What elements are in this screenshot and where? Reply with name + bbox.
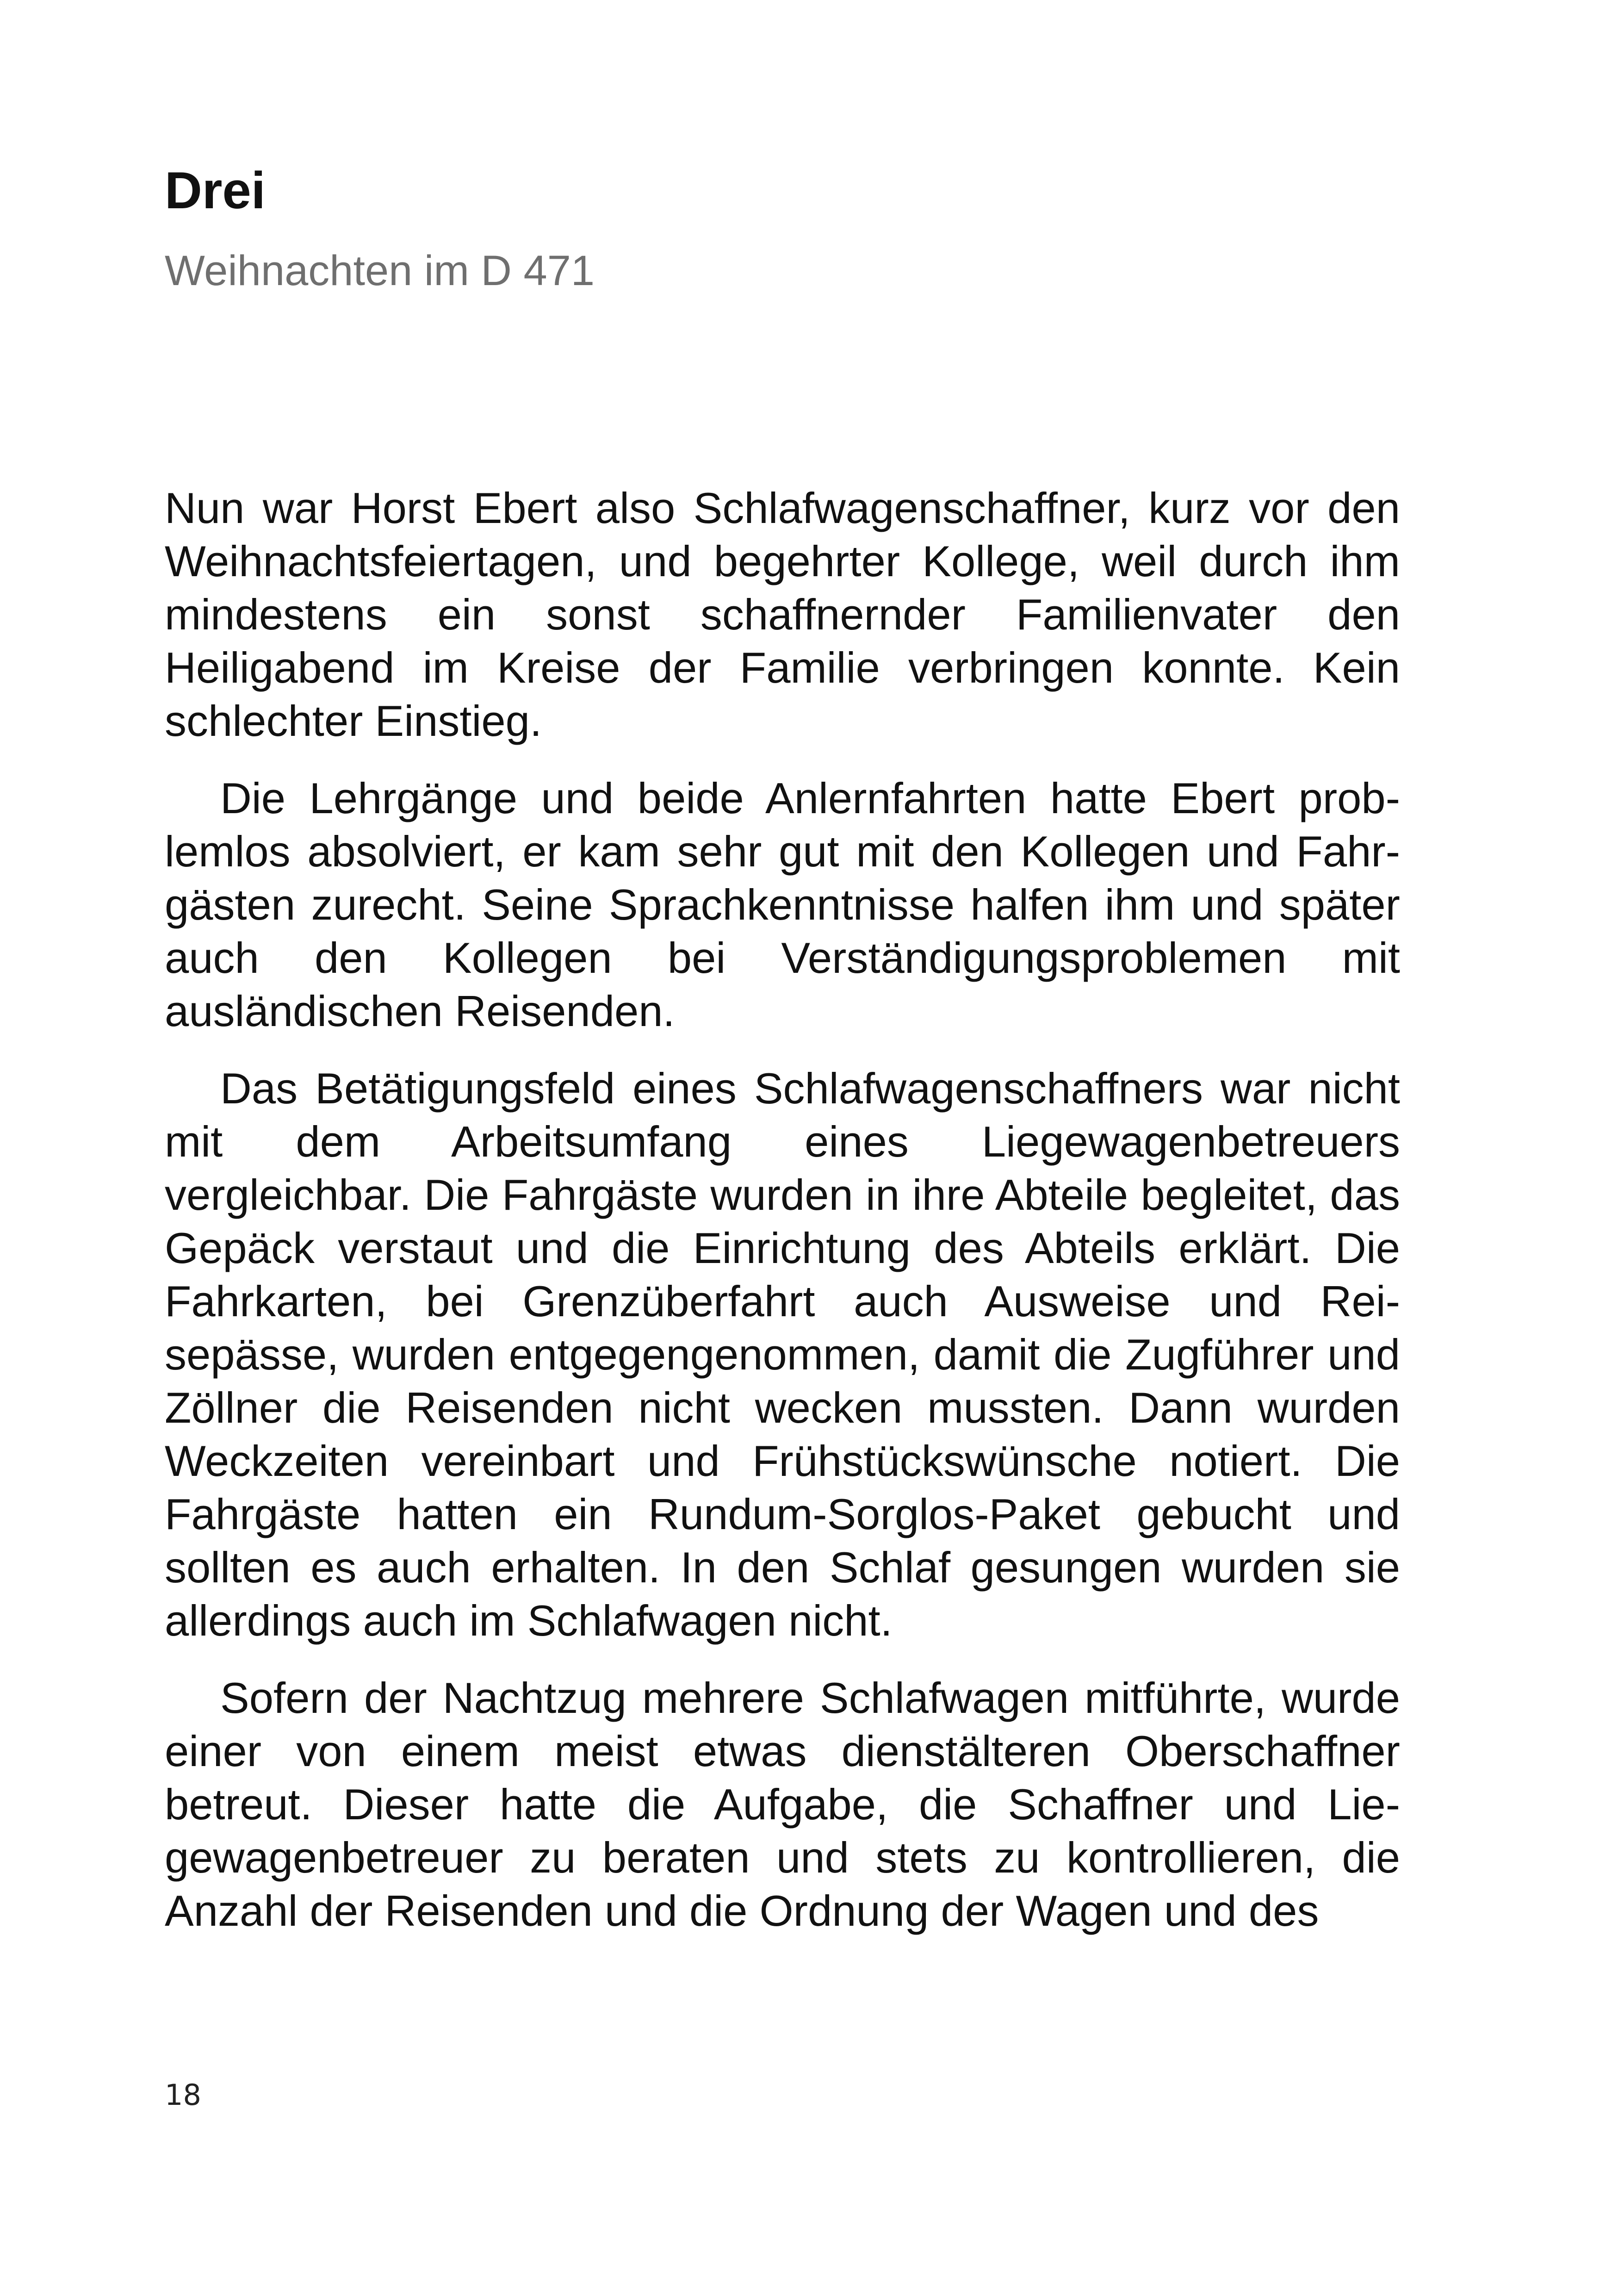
paragraph-3: Das Betätigungsfeld eines Schlafwagenschaffners war nicht mit dem Arbeitsumfang eines Liegewagenbetreuers vergleichbar. Die Fahrgäste wurden in ihre Abteile begleitet, das Gepäck verstaut und die Einrichtung des Abteils erklärt. Die Fahrkarten, bei Grenzüberfahrt auch Ausweise und Reisepässe, wurden entgegengenommen, damit die Zugführer und Zöllner die Reisenden nicht wecken mussten. Dann wurden Weckzeiten vereinbart und Frühstückswünsche notiert. Die Fahrgäste hatten ein Rundum-Sorglos-Paket gebucht und sollten es auch erhalten. In den Schlaf gesungen wurden sie allerdings auch im Schlafwagen nicht. <box>165 1064 1400 1645</box>
chapter-subtitle: Weihnachten im D 471 <box>165 247 595 294</box>
chapter-body <box>165 481 1400 1961</box>
chapter-title: Drei <box>165 162 266 219</box>
page-number: 18 <box>165 2078 201 2112</box>
paragraph-4: Sofern der Nachtzug mehrere Schlafwagen mitführte, wurde einer von einem meist etwas dienstälteren Oberschaffner betreut. Dieser hatte die Aufgabe, die Schaffner und Liegewagenbetreuer zu beraten und stets zu kontrollieren, die Anzahl der Reisenden und die Ordnung der Wagen und des <box>165 1674 1400 1935</box>
paragraph-1: Nun war Horst Ebert also Schlafwagenschaffner, kurz vor den Weihnachtsfeiertagen, und begehrter Kollege, weil durch ihm mindestens ein sonst schaffnernder Familienvater den Heiligabend im Kreise der Familie verbringen konnte. Kein schlechter Einstieg. <box>165 484 1400 745</box>
paragraph-2: Die Lehrgänge und beide Anlernfahrten hatte Ebert problemlos absolviert, er kam sehr gut mit den Kollegen und Fahrgästen zurecht. Seine Sprachkenntnisse halfen ihm und später auch den Kollegen bei Verständigungsproblemen mit ausländischen Reisenden. <box>165 774 1400 1035</box>
